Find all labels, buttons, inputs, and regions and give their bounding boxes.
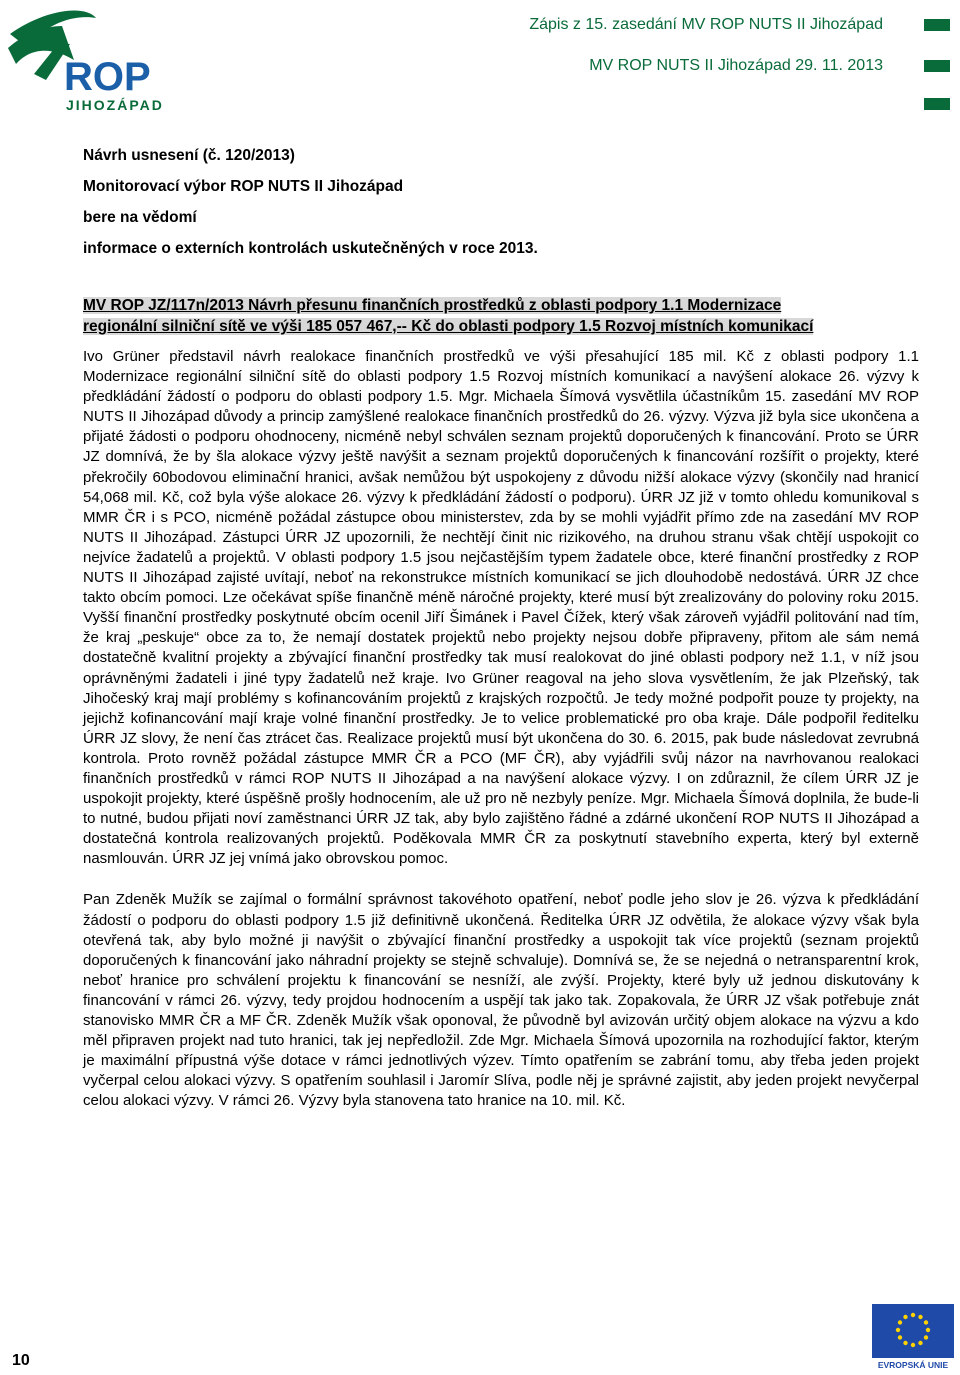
resolution-verb: bere na vědomí bbox=[83, 209, 197, 226]
paragraph-1: Ivo Grüner představil návrh realokace finančních prostředků ve výši přesahující 185 mil. Kč z oblasti podpory 1.1 Modernizace regionální silniční sítě do oblasti podpory 1.5 Rozvoj místních komunikací a navýšení alokace 26. výzvy k předkládání žádostí o podporu do oblasti podpory 1.5. Mgr. Michaela Šímová vysvětlila účastníkům 15. zasedání MV ROP NUTS II Jihozápad důvody a princip zamýšlené realokace finančních prostředků do 26. výzvy. Výzva již byla sice ukončena a přijaté žádosti o podporu ohodnoceny, nicméně nebyl schválen seznam projektů doporučených k financování. Proto se ÚRR JZ domnívá, že by šla alokace výzvy ještě navýšit a seznam projektů doporučených k financování rozšířit o projekty, které překročily 60bodovou eliminační hranici, avšak nemůžou být uspokojeny z důvodu nižší alokace výzvy (skončily nad hranicí 54,068 mil. Kč, což byla výše alokace 26. výzvy k předkládání žádostí o podporu). ÚRR JZ již v tomto ohledu komunikoval s MMR ČR i s PCO, nicméně požádal zástupce obou ministerstev, zda by se mohli vyjádřit přímo zde na zasedání MV ROP NUTS II Jihozápad. Zástupci ÚRR JZ upozornili, že nechtějí činit nic rizikového, na druhou stranu však chtějí uspokojit co nejvíce žadatelů a projektů. V oblasti podpory 1.5 jsou nejčastějším typem žadatele obce, které finanční prostředky z ROP NUTS II Jihozápad zajisté uvítají, neboť na rekonstrukce místních komunikací se jich dlouhodobě nedostává. ÚRR JZ chce takto obcím pomoci. Lze očekávat spíše finančně méně náročné projekty, které musí být zrealizovány do poloviny roku 2015. Vyšší finanční prostředky poskytnuté obcím ocenil Jiří Šimánek i Pavel Čížek, který však zároveň vyjádřil politování nad tím, že kraj „peskuje“ obce za to, že nemají dostatek projektů nebo projekty nejsou dobře připraveny, přitom ale sám nemá dostatečně kvalitní projekty a zbývající finanční prostředky tak musí realokovat do jiné oblasti podpory než 1.1, v níž jsou oprávněnými žadateli i jiné typy žadatelů než kraje. Ivo Grüner reagoval na jeho slova vysvětlením, že jak Plzeňský, tak Jihočeský kraj mají problémy s kofinancováním projektů z krajských rozpočtů. Je tedy možné podpořit pouze ty projekty, na jejichž kofinancování mají kraje volné finanční prostředky. Je to velice problematické pro oba kraje. Dále podpořil ředitelku ÚRR JZ slovy, že není čas ztrácet čas. Realizace projektů musí být ukončena do 30. 6. 2015, pak bude následovat zevrubná kontrola. Proto rovněž požádal zástupce MMR ČR a PCO (MF ČR), aby vyjádřili svůj názor na navrhovanou realokaci finančních prostředků v rámci ROP NUTS II Jihozápad a na navýšení alokace výzvy. I on zdůraznil, že cílem ÚRR JZ je uspokojit projekty, které úspěšně prošly hodnocením, ale už pro ně nezbyly peníze. Mgr. Michaela Šímová doplnila, že bude-li to nutné, budou přijati noví zaměstnanci ÚRR JZ tak, aby bylo zajištěno řádné a zdárné ukončení ROP NUTS II Jihozápad a dostatečná kontrola realizovaných projektů. Poděkovala MMR ČR za poskytnutí stavebního experta, který byl externě nasmlouván. ÚRR JZ jej vnímá jako obrovskou pomoc. bbox=[83, 348, 919, 868]
minutes-body bbox=[83, 347, 919, 1111]
resolution-block bbox=[83, 140, 923, 264]
resolution-subject: informace o externích kontrolách uskutečněných v roce 2013. bbox=[83, 240, 538, 257]
agenda-item-line-2: regionální silniční sítě ve výši 185 057 467,-- Kč do oblasti podpory 1.5 Rozvoj místních komunikací bbox=[83, 318, 814, 335]
agenda-item-title bbox=[83, 295, 923, 337]
paragraph-2: Pan Zdeněk Mužík se zajímal o formální správnost takovéhoto opatření, neboť podle jeho slov je 26. výzva k předkládání žádostí o podporu do oblasti podpory 1.5 již definitivně ukončená. Ředitelka ÚRR JZ odvětila, že alokace výzvy však byla otevřená tak, aby bylo možné ji navýšit o zbývající finanční prostředky a uspokojit tak více projektů (seznam projektů doporučených k financování jako náhradní projekty se stejně schvaluje). Domnívá se, že se nejedná o netransparentní krok, neboť hranice pro schválení projektu k financování se nesníží, ale zvýší. Projekty, které byly už jednou diskutovány k financování v rámci 26. výzvy, tedy projdou hodnocením a uspějí tak jako tak. Zopakovala, že ÚRR JZ však potřebuje znát stanovisko MMR ČR a MF ČR. Zdeněk Mužík však oponoval, že původně byl avizován určitý objem alokace na výzvu a kdo měl připraven projekt nad tuto hranici, tak jej nepředložil. Zde Mgr. Michaela Šímová upozornila na rozhodující faktor, kterým je maximální přípustná výše dotace v rámci jednotlivých výzev. Tímto opatřením se zabrání tomu, aby třeba jeden projekt vyčerpal celou alokaci výzvy. S opatřením souhlasil i Jaromír Slíva, podle něj je správné zajistit, aby jeden projekt nevyčerpal celou alokaci výzvy. V rámci 26. Výzvy byla stanovena tato hranice na 10. mil. Kč. bbox=[83, 891, 919, 1110]
page-number: 10 bbox=[12, 1352, 30, 1369]
header-title: Zápis z 15. zasedání MV ROP NUTS II Jihozápad bbox=[529, 16, 883, 33]
resolution-number: Návrh usnesení (č. 120/2013) bbox=[83, 147, 295, 164]
page-header bbox=[420, 13, 883, 78]
resolution-body: Monitorovací výbor ROP NUTS II Jihozápad bbox=[83, 178, 404, 195]
header-square-1 bbox=[924, 19, 950, 31]
eu-label: EVROPSKÁ UNIE bbox=[877, 1360, 949, 1370]
header-square-3 bbox=[924, 98, 950, 110]
rop-jihozapad-logo bbox=[4, 4, 176, 116]
header-date: MV ROP NUTS II Jihozápad 29. 11. 2013 bbox=[589, 57, 883, 74]
logo-text: ROP bbox=[64, 55, 151, 99]
eu-flag-logo bbox=[872, 1304, 954, 1370]
logo-subtext: JIHOZÁPAD bbox=[66, 97, 164, 113]
header-square-2 bbox=[924, 60, 950, 72]
agenda-item-line-1: MV ROP JZ/117n/2013 Návrh přesunu finančních prostředků z oblasti podpory 1.1 Modernizace bbox=[83, 297, 782, 314]
